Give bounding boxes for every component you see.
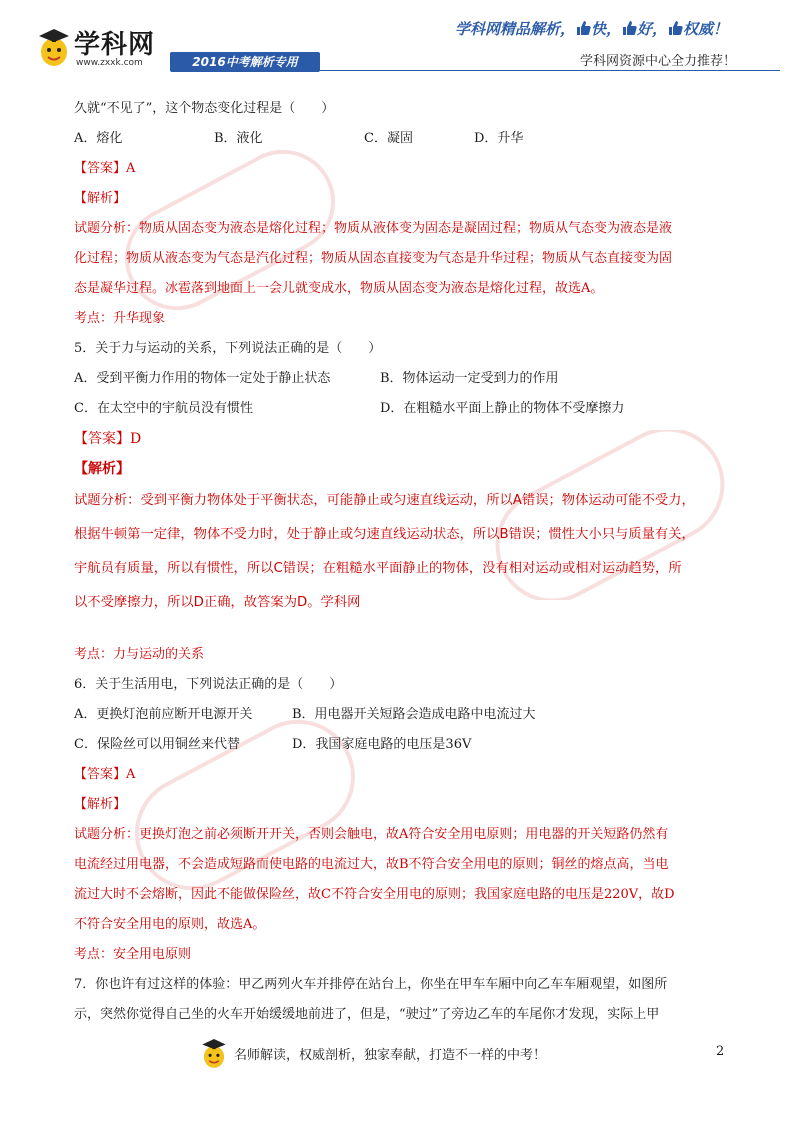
page-footer bbox=[0, 1036, 800, 1096]
q5-answer: 【答案】D bbox=[74, 431, 142, 447]
q5-explanation-line: 宇航员有质量，所以有惯性，所以C错误；在粗糙水平面静止的物体，没有相对运动或相对运动趋势，所 bbox=[74, 561, 682, 576]
thumbs-up-icon bbox=[575, 20, 591, 36]
q6-options-row bbox=[74, 700, 734, 730]
q5-explanation-line: 以不受摩擦力，所以D正确，故答案为D。学科网 bbox=[74, 595, 361, 610]
q7-stem-line: 示，突然你觉得自己坐的火车开始缓缓地前进了，但是，“驶过”了旁边乙车的车尾你才发现，实际上甲 bbox=[74, 1007, 660, 1022]
q4-option-b: B．液化 bbox=[214, 131, 263, 146]
logo-text: 学科网 bbox=[74, 30, 156, 60]
q6-stem: 6．关于生活用电，下列说法正确的是（ ） bbox=[74, 677, 343, 692]
slogan-part-1: 学科网精品解析， bbox=[455, 20, 576, 38]
q5-explanation bbox=[74, 484, 734, 620]
q5-point: 考点：力与运动的关系 bbox=[74, 647, 205, 662]
q5-option-d: D．在粗糙水平面上静止的物体不受摩擦力 bbox=[380, 401, 625, 416]
q6-explanation-line: 流过大时不会熔断，因此不能做保险丝，故C不符合安全用电的原则；我国家庭电路的电压是220V，故D bbox=[74, 887, 675, 902]
recommend-text: 学科网资源中心全力推荐！ bbox=[580, 54, 737, 69]
q4-answer: 【答案】A bbox=[74, 161, 136, 176]
header-divider bbox=[320, 70, 780, 71]
thumbs-up-icon bbox=[621, 20, 637, 36]
q4-option-a: A．熔化 bbox=[74, 131, 123, 146]
q5-options-row bbox=[74, 364, 734, 394]
q6-explanation-line: 电流经过用电器，不会造成短路而使电路的电流过大，故B不符合安全用电的原则；铜丝的熔点高，当电 bbox=[74, 857, 669, 872]
q5-options-row bbox=[74, 394, 734, 424]
q4-options bbox=[74, 124, 734, 154]
page-content bbox=[74, 94, 734, 1030]
q4-analysis-label: 【解析】 bbox=[74, 191, 127, 206]
logo-url: www.zxxk.com bbox=[76, 58, 143, 68]
q5-option-a: A．受到平衡力作用的物体一定处于静止状态 bbox=[74, 371, 331, 386]
q5-stem: 5．关于力与运动的关系，下列说法正确的是（ ） bbox=[74, 341, 382, 356]
edition-banner: 2016中考解析专用 bbox=[170, 52, 320, 72]
q5-explanation-line: 试题分析：受到平衡力物体处于平衡状态，可能静止或匀速直线运动，所以A错误；物体运动可能不受力， bbox=[74, 493, 695, 508]
q4-option-d: D．升华 bbox=[474, 131, 524, 146]
q6-options-row bbox=[74, 730, 734, 760]
q7-stem-line: 7．你也许有过这样的体验：甲乙两列火车并排停在站台上，你坐在甲车车厢中向乙车车厢观望，如图所 bbox=[74, 977, 668, 992]
q6-option-a: A．更换灯泡前应断开电源开关 bbox=[74, 707, 253, 722]
q5-option-c: C．在太空中的宇航员没有惯性 bbox=[74, 401, 253, 416]
q6-explanation-line: 试题分析：更换灯泡之前必须断开开关，否则会触电，故A符合安全用电原则；用电器的开关短路仍然有 bbox=[74, 827, 669, 842]
mascot-icon bbox=[36, 26, 72, 68]
q4-point: 考点：升华现象 bbox=[74, 311, 166, 326]
q4-option-c: C．凝固 bbox=[364, 131, 413, 146]
q6-point: 考点：安全用电原则 bbox=[74, 947, 192, 962]
q6-answer: 【答案】A bbox=[74, 767, 136, 782]
mascot-icon bbox=[200, 1036, 228, 1070]
q6-option-b: B．用电器开关短路会造成电路中电流过大 bbox=[292, 707, 536, 722]
slogan-part-3: 好， bbox=[637, 20, 668, 38]
q6-explanation-line: 不符合安全用电的原则，故选A。 bbox=[74, 917, 266, 932]
q4-explanation-line: 试题分析：物质从固态变为液态是熔化过程；物质从液体变为固态是凝固过程；物质从气态变为液态是液 bbox=[74, 221, 673, 236]
q6-analysis-label: 【解析】 bbox=[74, 797, 127, 812]
q6-option-d: D．我国家庭电路的电压是36V bbox=[292, 737, 472, 752]
q5-option-b: B．物体运动一定受到力的作用 bbox=[380, 371, 559, 386]
q6-option-c: C．保险丝可以用铜丝来代替 bbox=[74, 737, 240, 752]
slogan bbox=[455, 18, 728, 39]
footer-slogan: 名师解读，权威剖析，独家奉献，打造不一样的中考！ bbox=[234, 1048, 547, 1063]
q4-explanation-line: 态是凝华过程。冰雹落到地面上一会儿就变成水，物质从固态变为液态是熔化过程，故选A。 bbox=[74, 281, 604, 296]
slogan-part-4: 权威！ bbox=[683, 20, 729, 38]
thumbs-up-icon bbox=[667, 20, 683, 36]
q5-explanation-line: 根据牛顿第一定律，物体不受力时，处于静止或匀速直线运动状态，所以B错误；惯性大小只与质量有关， bbox=[74, 527, 695, 542]
page-number: 2 bbox=[716, 1044, 725, 1059]
slogan-part-2: 快， bbox=[591, 20, 622, 38]
q5-analysis-label: 【解析】 bbox=[74, 461, 130, 477]
q4-explanation-line: 化过程；物质从液态变为气态是汽化过程；物质从固态直接变为气态是升华过程；物质从气态直接变为固 bbox=[74, 251, 673, 266]
page-header bbox=[0, 0, 800, 90]
q4-stem: 久就“不见了”，这个物态变化过程是（ ） bbox=[74, 101, 335, 116]
